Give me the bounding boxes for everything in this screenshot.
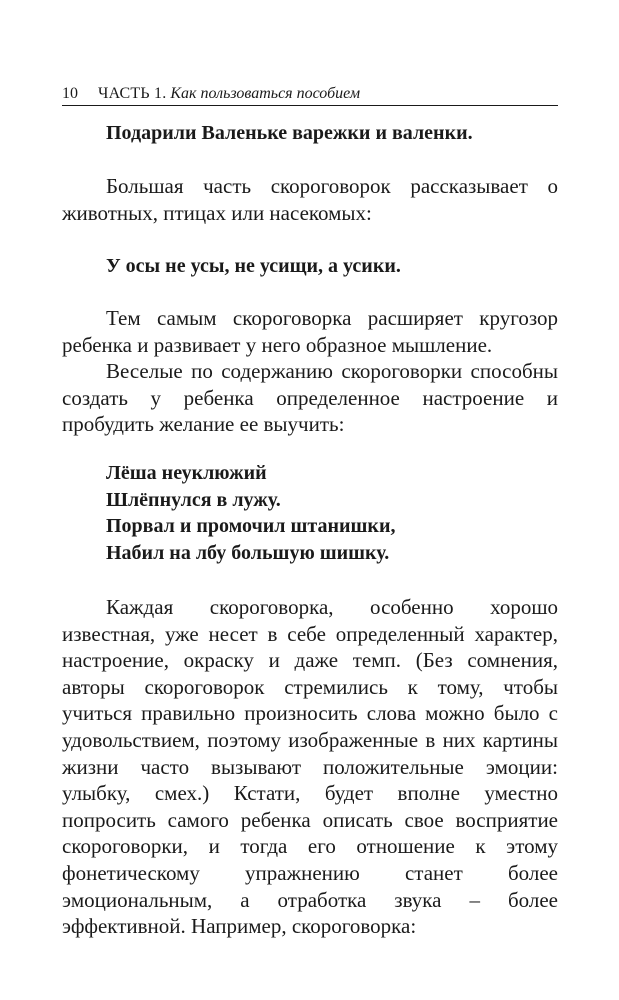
part-label: ЧАСТЬ 1. <box>98 85 167 102</box>
paragraph-4 <box>62 594 558 940</box>
paragraph-1-text: Большая часть скороговорок рассказывает о животных, птицах или насекомых: <box>62 174 558 225</box>
poem <box>106 460 566 566</box>
tongue-twister-example-2: У осы не усы, не усищи, а усики. <box>106 255 401 277</box>
poem-line: Шлёпнулся в лужу. <box>106 488 281 511</box>
header-rule <box>62 105 558 106</box>
paragraph-3-text: Веселые по содержанию скороговорки способны создать у ребенка определенное настроение и пробудить желание ее выучить: <box>62 359 558 437</box>
poem-line: Порвал и промочил штанишки, <box>106 515 396 538</box>
paragraph-2 <box>62 305 558 438</box>
page-number: 10 <box>62 85 78 102</box>
poem-line: Набил на лбу большую шишку. <box>106 541 390 564</box>
paragraph-4-text: Каждая скороговорка, особенно хорошо известная, уже несет в себе определенный характер, настроение, окраску и даже темп. (Без сомнения, авторы скороговорок стремились к тому, чтобы учиться правильно произносить слова можно было с удовольствием, поэтому изображенные в них картины жизни часто вызывают положительные эмоции: улыбку, смех.) Кстати, будет вполне уместно попросить самого ребенка описать свое восприятие скороговорки, и тогда его отношение к этому фонетическому упражнению станет более эмоциональным, а отработка звука – более эффективной. Например, скороговорка: <box>62 595 558 939</box>
paragraph-2-text: Тем самым скороговорка расширяет кругозор ребенка и развивает у него образное мышление. <box>62 306 558 357</box>
paragraph-1 <box>62 173 558 226</box>
poem-line: Лёша неуклюжий <box>106 462 267 484</box>
tongue-twister-example-1: Подарили Валеньке варежки и валенки. <box>106 122 473 144</box>
section-title: Как пользоваться пособием <box>170 85 361 102</box>
